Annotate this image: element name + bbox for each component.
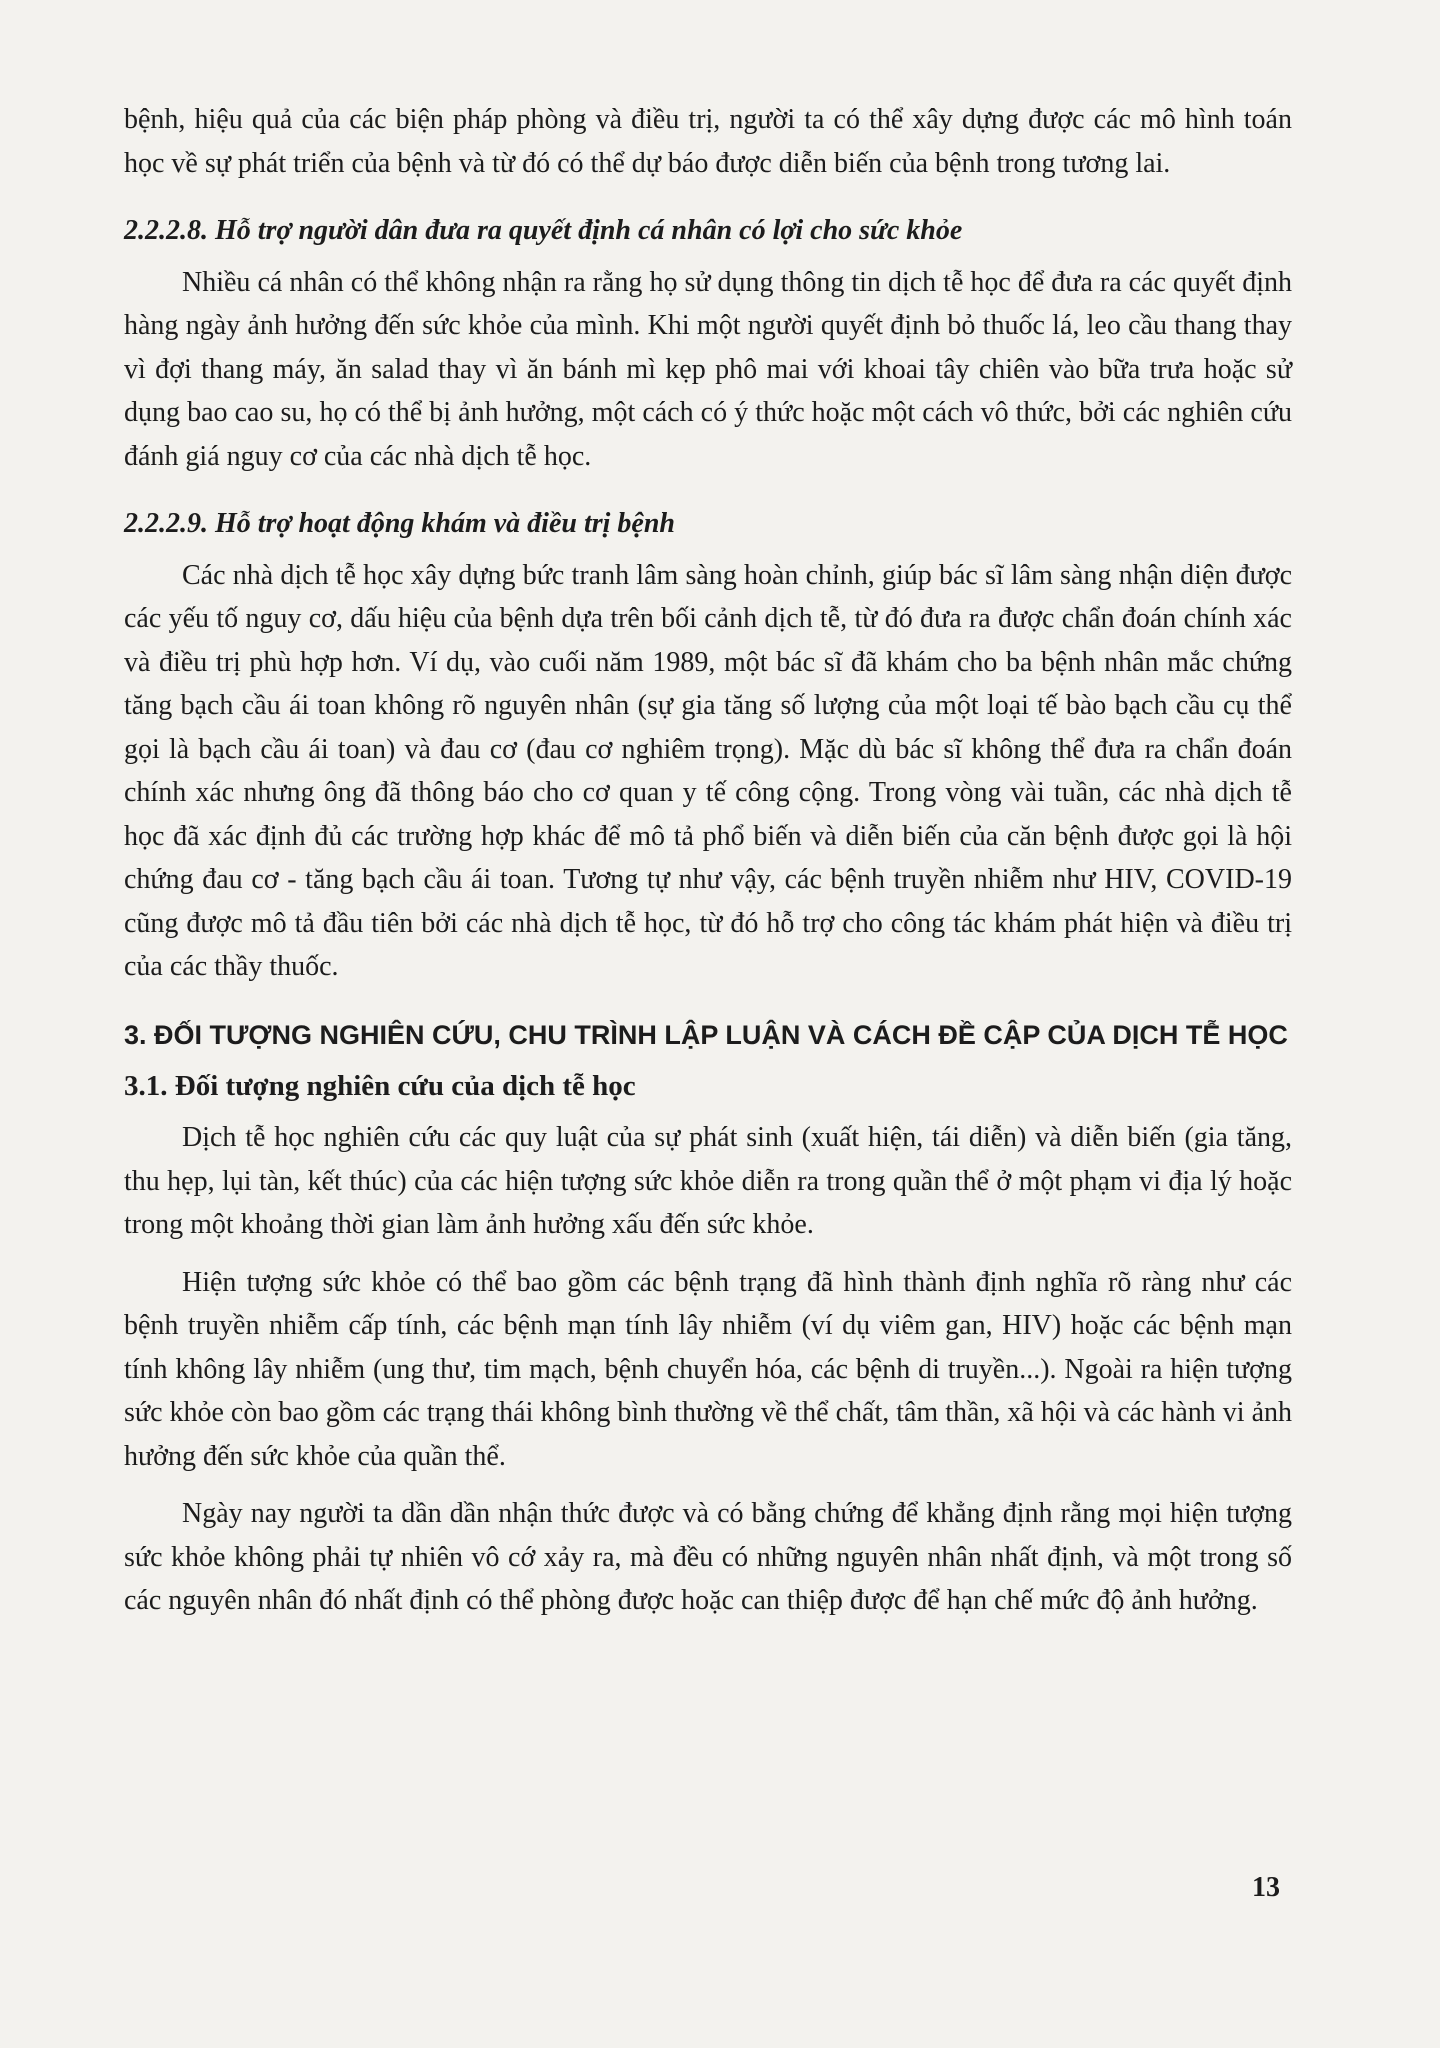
page-body (124, 98, 1292, 1623)
paragraph-3-1-c: Ngày nay người ta dần dần nhận thức được và có bằng chứng để khẳng định rằng mọi hiện tượng sức khỏe không phải tự nhiên vô cớ xảy ra, mà đều có những nguyên nhân nhất định, và một trong số các nguyên nhân đó nhất định có thể phòng được hoặc can thiệp được để hạn chế mức độ ảnh hưởng. (124, 1498, 1292, 1616)
section-3-1-heading: 3.1. Đối tượng nghiên cứu của dịch tễ học (124, 1069, 636, 1102)
paragraph-intro: bệnh, hiệu quả của các biện pháp phòng và điều trị, người ta có thể xây dựng được các mô hình toán học về sự phát triển của bệnh và từ đó có thể dự báo được diễn biến của bệnh trong tương lai. (124, 104, 1292, 179)
paragraph-3-1-a: Dịch tễ học nghiên cứu các quy luật của sự phát sinh (xuất hiện, tái diễn) và diễn biến (gia tăng, thu hẹp, lụi tàn, kết thúc) của các hiện tượng sức khỏe diễn ra trong quần thể ở một phạm vi địa lý hoặc trong một khoảng thời gian làm ảnh hưởng xấu đến sức khỏe. (124, 1122, 1292, 1240)
paragraph-3-1-b: Hiện tượng sức khỏe có thể bao gồm các bệnh trạng đã hình thành định nghĩa rõ ràng như các bệnh truyền nhiễm cấp tính, các bệnh mạn tính lây nhiễm (ví dụ viêm gan, HIV) hoặc các bệnh mạn tính không lây nhiễm (ung thư, tim mạch, bệnh chuyển hóa, các bệnh di truyền...). Ngoài ra hiện tượng sức khỏe còn bao gồm các trạng thái không bình thường về thể chất, tâm thần, xã hội và các hành vi ảnh hưởng đến sức khỏe của quần thể. (124, 1266, 1292, 1472)
page-number: 13 (1252, 1872, 1280, 1903)
paragraph-2-2-2-9: Các nhà dịch tễ học xây dựng bức tranh lâm sàng hoàn chỉnh, giúp bác sĩ lâm sàng nhận diện được các yếu tố nguy cơ, dấu hiệu của bệnh dựa trên bối cảnh dịch tễ, từ đó đưa ra được chẩn đoán chính xác và điều trị phù hợp hơn. Ví dụ, vào cuối năm 1989, một bác sĩ đã khám cho ba bệnh nhân mắc chứng tăng bạch cầu ái toan không rõ nguyên nhân (sự gia tăng số lượng của một loại tế bào bạch cầu cụ thể gọi là bạch cầu ái toan) và đau cơ (đau cơ nghiêm trọng). Mặc dù bác sĩ không thể đưa ra chẩn đoán chính xác nhưng ông đã thông báo cho cơ quan y tế công cộng. Trong vòng vài tuần, các nhà dịch tễ học đã xác định đủ các trường hợp khác để mô tả phổ biến và diễn biến của căn bệnh được gọi là hội chứng đau cơ - tăng bạch cầu ái toan. Tương tự như vậy, các bệnh truyền nhiễm như HIV, COVID-19 cũng được mô tả đầu tiên bởi các nhà dịch tễ học, từ đó hỗ trợ cho công tác khám phát hiện và điều trị của các thầy thuốc. (124, 559, 1292, 982)
heading-2-2-2-8: 2.2.2.8. Hỗ trợ người dân đưa ra quyết định cá nhân có lợi cho sức khỏe (124, 215, 963, 246)
heading-2-2-2-9: 2.2.2.9. Hỗ trợ hoạt động khám và điều trị bệnh (124, 508, 675, 539)
paragraph-2-2-2-8: Nhiều cá nhân có thể không nhận ra rằng họ sử dụng thông tin dịch tễ học để đưa ra các quyết định hàng ngày ảnh hưởng đến sức khỏe của mình. Khi một người quyết định bỏ thuốc lá, leo cầu thang thay vì đợi thang máy, ăn salad thay vì ăn bánh mì kẹp phô mai với khoai tây chiên vào bữa trưa hoặc sử dụng bao cao su, họ có thể bị ảnh hưởng, một cách có ý thức hoặc một cách vô thức, bởi các nghiên cứu đánh giá nguy cơ của các nhà dịch tễ học. (124, 266, 1292, 472)
section-3-heading: 3. ĐỐI TƯỢNG NGHIÊN CỨU, CHU TRÌNH LẬP LUẬN VÀ CÁCH ĐỀ CẬP CỦA DỊCH TỄ HỌC (124, 1019, 1288, 1050)
